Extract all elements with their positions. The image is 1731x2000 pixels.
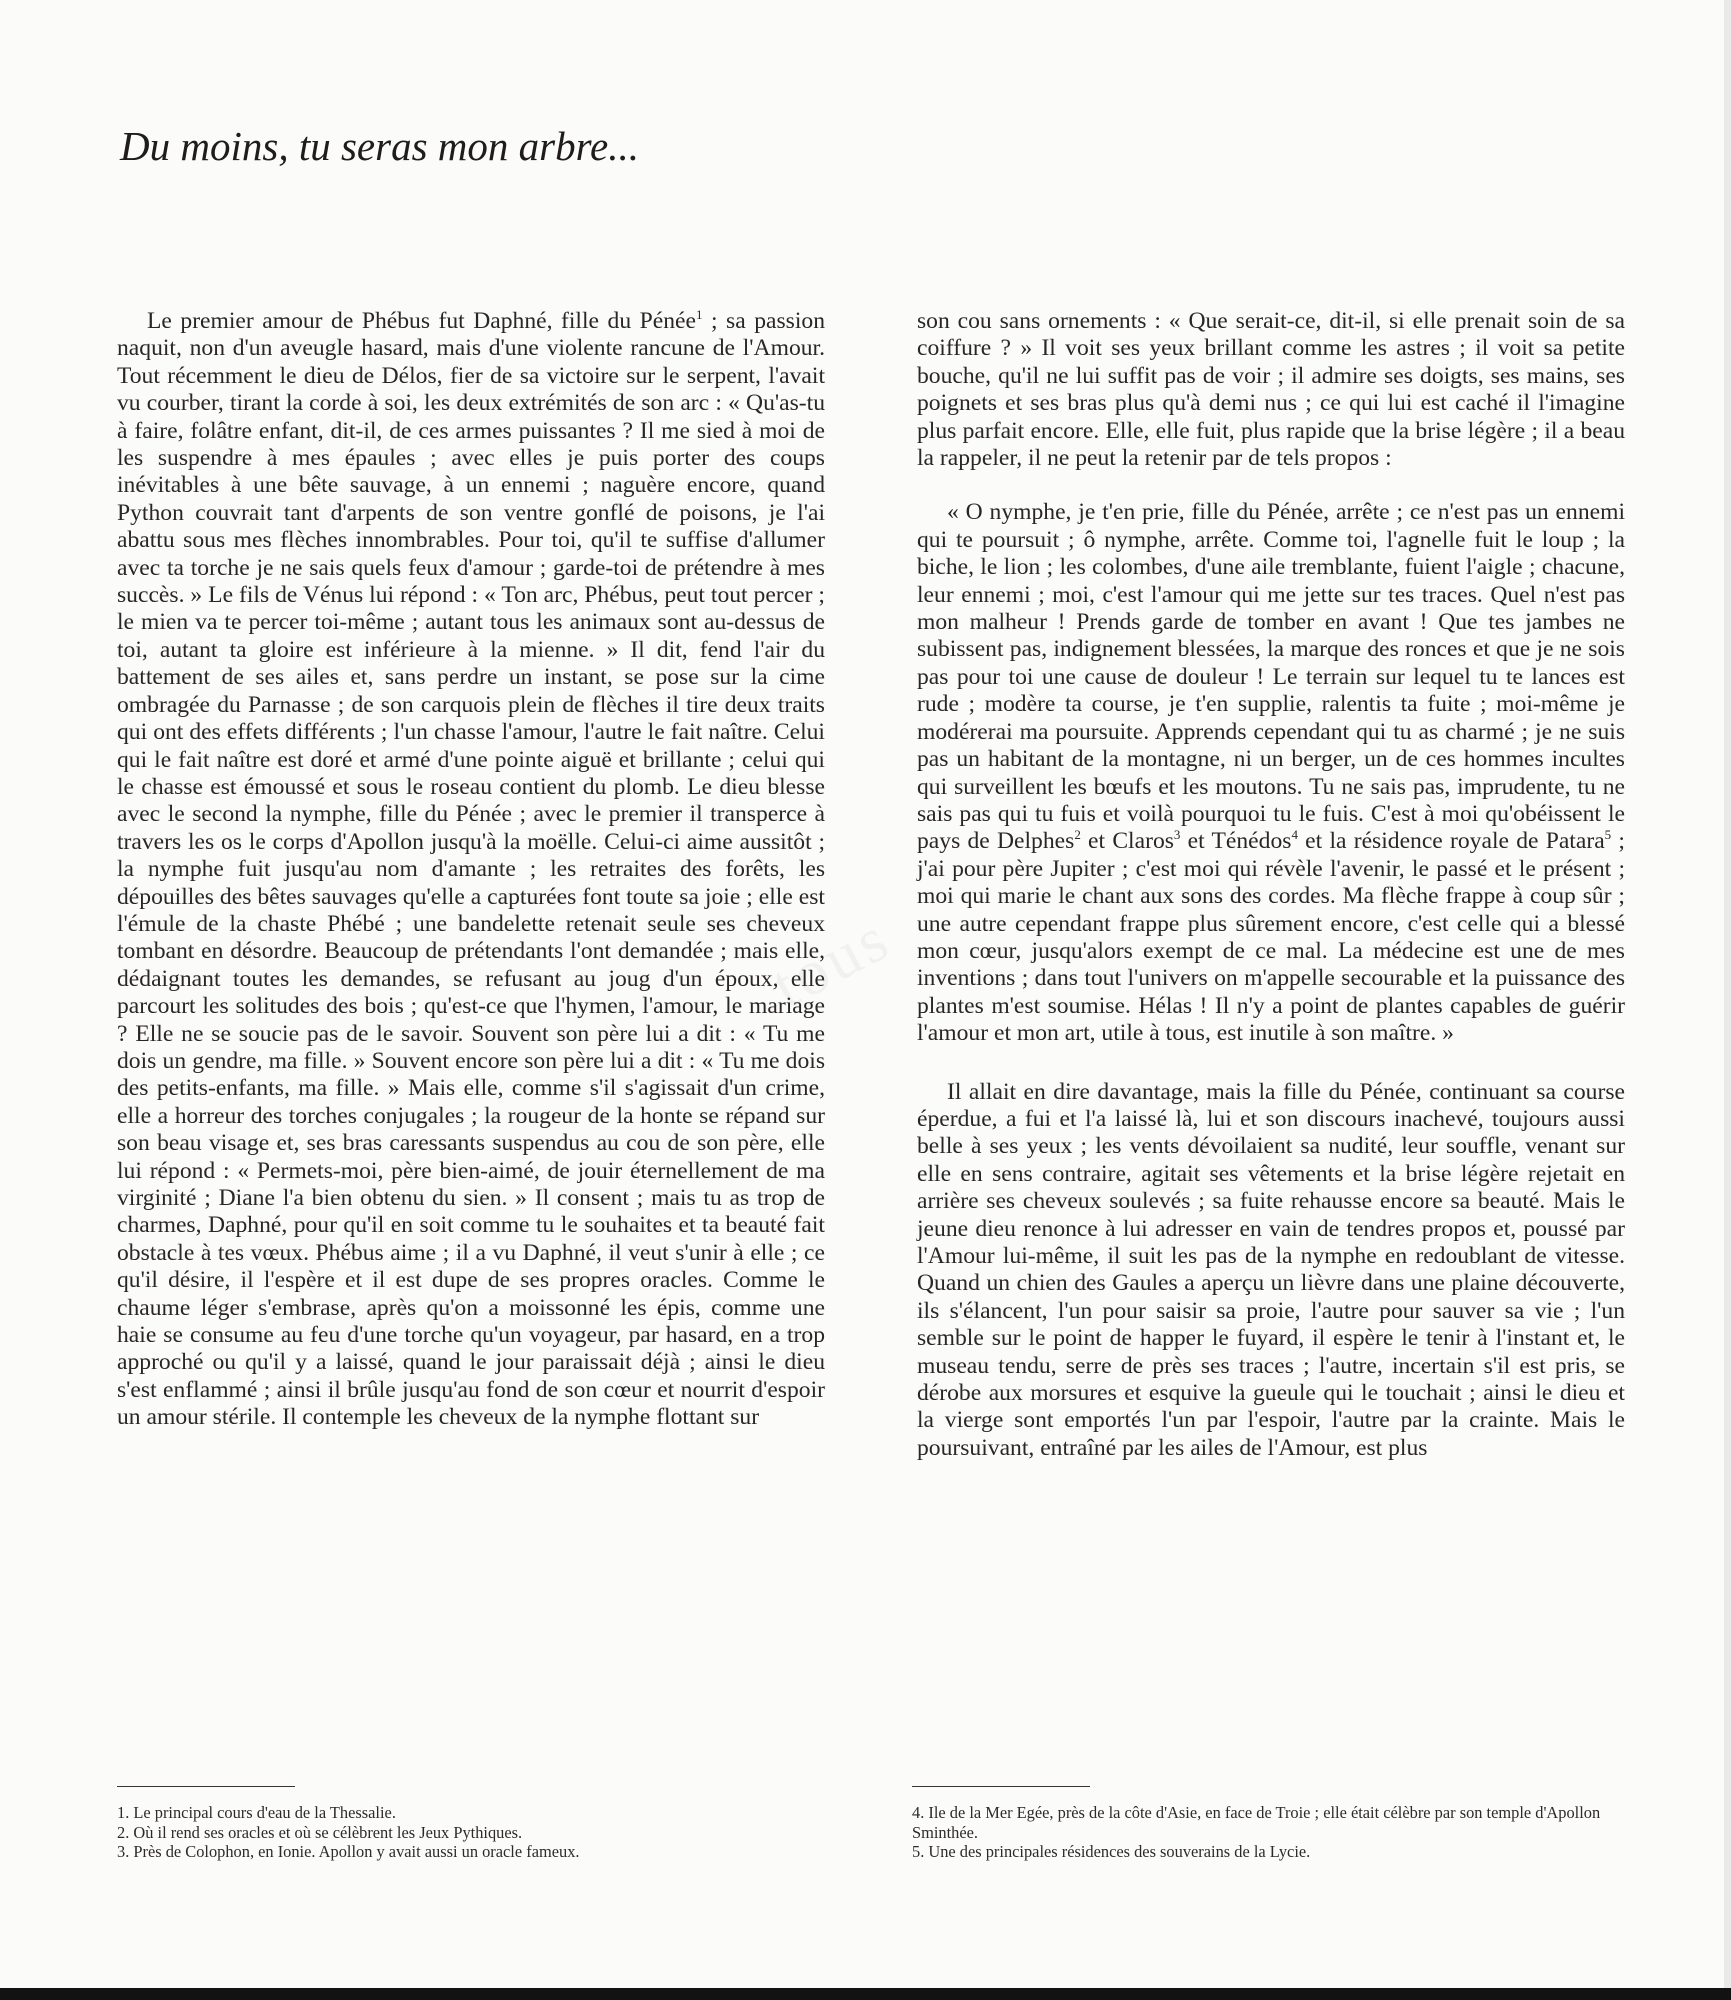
paragraph: Le premier amour de Phébus fut Daphné, fille du Pénée$^1$ ; sa passion naquit, non d'un aveugle hasard, mais d'une violente rancune de l'Amour. Tout récemment le dieu de Délos, fier de sa victoire sur le serpent, l'avait vu courber, tirant la corde à soi, les deux extrémités de son arc : « Qu'as-tu à faire, folâtre enfant, dit-il, de ces armes puissantes ? Il me sied à moi de les suspendre à mes épaules ; avec elles je puis porter des coups inévitables à une bête sauvage, à un ennemi ; naguère encore, quand Python couvrait tant d'arpents de son ventre gonflé de poisons, je l'ai abattu sous mes flèches innombrables. Pour toi, qu'il te suffise d'allumer avec ta torche je ne sais quels feux d'amour ; garde-toi de prétendre à mes succès. » Le fils de Vénus lui répond : « Ton arc, Phébus, peut tout percer ; le mien va te percer toi-même ; autant tous les animaux sont au-dessus de toi, autant ta gloire est inférieure à la mienne. » Il dit, fend l'air du battement de ses ailes et, sans perdre un instant, se pose sur la cime ombragée du Parnasse ; de son carquois plein de flèches il tire deux traits qui ont des effets différents ; l'un chasse l'amour, l'autre le fait naître. Celui qui le fait naître est doré et armé d'une pointe aiguë et brillante ; celui qui le chasse est émoussé et sous le roseau contient du plomb. Le dieu blesse avec le second la nymphe, fille du Pénée ; avec le premier il transperce à travers les os le corps d'Apollon jusqu'à la moëlle. Celui-ci aime aussitôt ; la nymphe fuit jusqu'au nom d'amante ; les retraites des forêts, les dépouilles des bêtes sauvages qu'elle a capturées font toute sa joie ; elle est l'émule de la chaste Phébé ; une bandelette retenait seule ses cheveux tombant en désordre. Beaucoup de prétendants l'ont demandée ; mais elle, dédaignant toutes les demandes, se refusant au joug d'un époux, elle parcourt les solitudes des bois ; qu'est-ce que l'hymen, l'amour, le mariage ? Elle ne se soucie pas de le savoir. Souvent son père lui a dit : « Tu me dois un gendre, ma fille. » Souvent encore son père lui a dit : « Tu me dois des petits-enfants, ma fille. » Mais elle, comme s'il s'agissait d'un crime, elle a horreur des torches conjugales ; la rougeur de la honte se répand sur son beau visage et, ses bras caressants suspendus au cou de son père, elle lui répond : « Permets-moi, père bien-aimé, de jouir éternellement de ma virginité ; Diane l'a bien obtenu du sien. » Il consent ; mais tu as trop de charmes, Daphné, pour qu'il en soit comme tu le souhaites et ta beauté fait obstacle à tes vœux. Phébus aime ; il a vu Daphné, il veut s'unir à elle ; ce qu'il désire, il l'espère et il est dupe de ses propres oracles. Comme le chaume léger s'embrase, après qu'on a moissonné les épis, comme une haie se consume au feu d'une torche qu'un voyageur, par hasard, en a trop approché ou qu'il y a laissé, quand le jour paraissait déjà ; ainsi le dieu s'est enflammé ; ainsi il brûle jusqu'au fond de son cœur et nourrit d'espoir un amour stérile. Il contemple les cheveux de la nymphe flottant sur: [117, 307, 825, 1431]
footnote-2: 2. Où il rend ses oracles et où se célèbrent les Jeux Pythiques.: [117, 1822, 523, 1842]
footnote-3: 3. Près de Colophon, en Ionie. Apollon y avait aussi un oracle fameux.: [117, 1842, 580, 1861]
footnote-ref: 2: [1074, 827, 1081, 843]
footnotes-left: [117, 1786, 837, 1862]
footnote-rule: [912, 1786, 1090, 1787]
paragraph: Il allait en dire davantage, mais la fille du Pénée, continuant sa course éperdue, a fui et l'a laissé là, lui et son discours inachevé, toujours aussi belle à ses yeux ; les vents dévoilaient sa nudité, leur souffle, venant sur elle en sens contraire, agitait ses vêtements et la brise légère rejetait en arrière ses cheveux soulevés ; sa fuite rehausse encore sa beauté. Mais le jeune dieu renonce à lui adresser en vain de tendres propos et, poussé par l'Amour lui-même, il suit les pas de la nymphe en redoublant de vitesse. Quand un chien des Gaules a aperçu un lièvre dans une plaine découverte, ils s'élancent, l'un pour saisir sa proie, l'autre pour sauver sa vie ; l'un semble sur le point de happer le fuyard, il espère le tenir à l'instant et, le museau tendu, serre de près ses traces ; l'autre, incertain s'il est pris, se dérobe aux morsures et esquive la gueule qui le touchait ; ainsi le dieu et la vierge sont emportés l'un par l'espoir, l'autre par la crainte. Mais le poursuivant, entraîné par les ailes de l'Amour, est plus: [917, 1078, 1625, 1461]
footnote-ref: 3: [1173, 827, 1181, 843]
footnote-ref: 5: [1604, 827, 1612, 843]
footnote-4: 4. Ile de la Mer Egée, près de la côte d'Asie, en face de Troie ; elle était célèbre par son temple d'Apollon Sminthée.: [912, 1803, 1601, 1842]
footnotes-right: [912, 1786, 1632, 1862]
paragraph: son cou sans ornements : « Que serait-ce, dit-il, si elle prenait soin de sa coiffure ? » Il voit ses yeux brillant comme les astres ; il voit sa petite bouche, qu'il ne lui suffit pas de voir ; il admire ses doigts, ses mains, ses poignets et ses bras plus qu'à demi nus ; ce qui lui est caché il l'imagine plus parfait encore. Elle, elle fuit, plus rapide que la brise légère ; il a beau la rappeler, il ne peut la retenir par de tels propos :: [917, 308, 1625, 472]
page-title: Du moins, tu seras mon arbre...: [120, 123, 639, 169]
footnote-ref: 4: [1291, 827, 1298, 843]
paragraph: « O nymphe, je t'en prie, fille du Pénée, arrête ; ce n'est pas un ennemi qui te poursuit ; ô nymphe, arrête. Comme toi, l'agnelle fuit le loup ; la biche, le lion ; les colombes, d'une aile tremblante, fuient l'aigle ; chacune, leur ennemi ; moi, c'est l'amour qui me jette sur tes traces. Quel n'est pas mon malheur ! Prends garde de tomber en avant ! Que tes jambes ne subissent pas, indignement blessées, la marque des ronces et que je ne sois pas pour toi une cause de douleur ! Le terrain sur lequel tu te lances est rude ; modère ta course, je t'en supplie, ralentis ta fuite ; moi-même je modérerai ma poursuite. Apprends cependant qui tu as charmé ; je ne suis pas un habitant de la montagne, ni un berger, un de ces hommes incultes qui surveillent les bœufs et les moutons. Tu ne sais pas, imprudente, tu ne sais pas qui tu fuis et voilà pourquoi tu le fuis. C'est à moi qu'obéissent le pays de Delphes$^2$ et Claros$^3$ et Ténédos$^4$ et la résidence royale de Patara$^5$ ; j'ai pour père Jupiter ; c'est moi qui révèle l'avenir, le passé et le présent ; moi qui marie le chant aux sons des cordes. Ma flèche frappe à coup sûr ; une autre cependant frappe plus sûrement encore, c'est celle qui a blessé mon cœur, jusqu'alors exempt de ce mal. La médecine est une de mes inventions ; dans tout l'univers on m'appelle secourable et la puissance des plantes m'est soumise. Hélas ! Il n'y a point de plantes capables de guérir l'amour et mon art, utile à tous, est inutile à son maître. »: [917, 499, 1625, 1047]
page-edge: [1724, 0, 1731, 1988]
footnote-5: 5. Une des principales résidences des souverains de la Lycie.: [912, 1842, 1311, 1861]
footnote-ref: 1: [695, 307, 703, 323]
right-column: [917, 308, 1625, 1462]
left-column: [117, 308, 825, 1432]
scan-border: [0, 1988, 1731, 2000]
footnote-rule: [117, 1786, 295, 1787]
watermark: tous: [760, 901, 902, 1022]
footnote-1: 1. Le principal cours d'eau de la Thessalie.: [117, 1803, 396, 1822]
